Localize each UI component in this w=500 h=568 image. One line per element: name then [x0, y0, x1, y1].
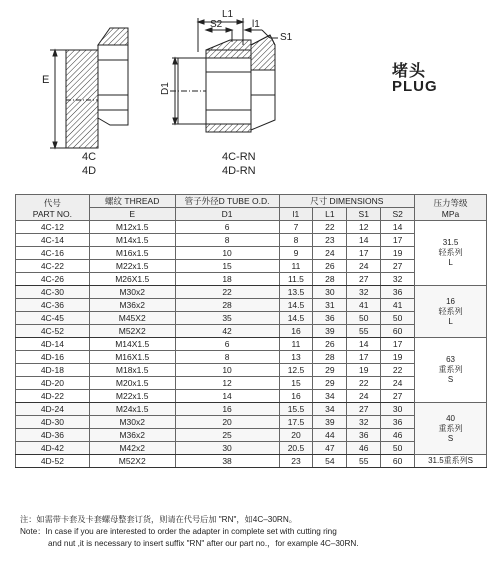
cell-L1: 24 — [313, 247, 347, 260]
cell-part-no: 4C-12 — [16, 221, 90, 234]
pressure-value: 63 — [446, 355, 455, 364]
header-dimensions: 尺寸 DIMENSIONS — [279, 195, 415, 208]
cell-thread: M22x1.5 — [89, 260, 175, 273]
cell-pressure-group — [415, 403, 487, 455]
table-group-4c-light-16 — [16, 286, 487, 338]
cell-S1: 19 — [347, 364, 381, 377]
cell-S1: 12 — [347, 221, 381, 234]
cell-part-no: 4D-42 — [16, 442, 90, 455]
cell-S2: 24 — [381, 377, 415, 390]
caption-4d-rn: 4D-RN — [222, 165, 256, 177]
dim-s1-label: S1 — [280, 32, 293, 43]
cell-S2: 36 — [381, 416, 415, 429]
note-en-line1: Note：In case if you are interested to order the adapter in complete set with cutting ring — [20, 527, 337, 536]
cell-tube-od: 10 — [175, 247, 279, 260]
cell-thread: M24x1.5 — [89, 403, 175, 416]
cell-l1: 9 — [279, 247, 313, 260]
pressure-series-code: L — [448, 316, 453, 326]
cell-tube-od: 15 — [175, 260, 279, 273]
cell-S2: 60 — [381, 455, 415, 468]
cell-part-no: 4D-24 — [16, 403, 90, 416]
table-row — [16, 286, 487, 299]
cell-part-no: 4C-30 — [16, 286, 90, 299]
pressure-value: 40 — [446, 413, 455, 423]
cell-S1: 46 — [347, 442, 381, 455]
header-dim-S2: S2 — [381, 208, 415, 221]
cell-part-no: 4C-22 — [16, 260, 90, 273]
cell-tube-od: 35 — [175, 312, 279, 325]
cell-L1: 28 — [313, 273, 347, 286]
cell-S1: 41 — [347, 299, 381, 312]
dim-l1-upper-label: L1 — [222, 9, 234, 20]
cell-L1: 34 — [313, 403, 347, 416]
cell-S2: 36 — [381, 286, 415, 299]
cell-L1: 28 — [313, 351, 347, 364]
pressure-series-cn: 轻系列 — [438, 248, 463, 257]
cell-part-no: 4D-14 — [16, 338, 90, 351]
cell-L1: 29 — [313, 364, 347, 377]
header-dim-L1: L1 — [313, 208, 347, 221]
cell-l1: 13 — [279, 351, 313, 364]
cell-thread: M14x1.5 — [89, 234, 175, 247]
caption-4d: 4D — [82, 165, 97, 177]
cell-thread: M30x2 — [89, 286, 175, 299]
header-part-no-en: PART NO. — [32, 208, 72, 219]
product-title-cn: 堵头 — [392, 63, 427, 80]
cell-tube-od: 20 — [175, 416, 279, 429]
dim-s2-label: S2 — [210, 19, 223, 30]
cell-part-no: 4C-16 — [16, 247, 90, 260]
header-tube-sub: D1 — [175, 208, 279, 221]
cell-S1: 22 — [347, 377, 381, 390]
cell-tube-od: 6 — [175, 338, 279, 351]
cell-tube-od: 6 — [175, 221, 279, 234]
cell-l1: 11 — [279, 260, 313, 273]
header-part-no — [16, 195, 90, 221]
cell-L1: 29 — [313, 377, 347, 390]
cell-S1: 24 — [347, 390, 381, 403]
header-dim-l1: l1 — [279, 208, 313, 221]
pressure-series-code: S — [447, 375, 454, 384]
cell-L1: 39 — [313, 325, 347, 338]
cell-thread: M45X2 — [89, 312, 175, 325]
pressure-series-code: L — [448, 258, 453, 267]
pressure-series-code: S — [447, 433, 454, 443]
header-pressure-cn: 压力等级 — [433, 197, 468, 208]
cell-tube-od: 14 — [175, 390, 279, 403]
cell-L1: 44 — [313, 429, 347, 442]
plug-4c-drawing — [50, 28, 128, 148]
cell-tube-od: 38 — [175, 455, 279, 468]
cell-part-no: 4D-52 — [16, 455, 90, 468]
cell-part-no: 4D-20 — [16, 377, 90, 390]
spec-table-header — [16, 195, 487, 221]
cell-thread: M22x1.5 — [89, 390, 175, 403]
cell-S1: 27 — [347, 403, 381, 416]
cell-S1: 24 — [347, 260, 381, 273]
cell-S1: 36 — [347, 429, 381, 442]
cell-tube-od: 16 — [175, 403, 279, 416]
cell-thread: M36x2 — [89, 429, 175, 442]
cell-l1: 8 — [279, 234, 313, 247]
pressure-series-cn: 重系列 — [438, 365, 463, 374]
cell-S1: 50 — [347, 312, 381, 325]
cell-L1: 31 — [313, 299, 347, 312]
table-group-4c-light-31-5 — [16, 221, 487, 286]
cell-pressure-group — [415, 338, 487, 403]
cell-l1: 16 — [279, 325, 313, 338]
cell-thread: M36x2 — [89, 299, 175, 312]
cell-S2: 32 — [381, 273, 415, 286]
cell-thread: M12x1.5 — [89, 221, 175, 234]
cell-l1: 7 — [279, 221, 313, 234]
cell-pressure-group — [415, 286, 487, 338]
cell-S1: 14 — [347, 234, 381, 247]
cell-tube-od: 42 — [175, 325, 279, 338]
cell-tube-od: 10 — [175, 364, 279, 377]
cell-tube-od: 25 — [175, 429, 279, 442]
cell-S2: 17 — [381, 234, 415, 247]
cell-part-no: 4D-18 — [16, 364, 90, 377]
pressure-value: 16 — [446, 296, 455, 306]
note-en-line2: and nut ,it is necessary to insert suffix "RN" after our part no.，for example 4C–30RN. — [48, 539, 359, 548]
cell-l1: 23 — [279, 455, 313, 468]
header-part-no-cn: 代号 — [43, 197, 61, 208]
cell-part-no: 4D-30 — [16, 416, 90, 429]
table-row — [16, 338, 487, 351]
cell-S2: 30 — [381, 403, 415, 416]
header-thread: 螺纹 THREAD — [89, 195, 175, 208]
cell-thread: M14X1.5 — [89, 338, 175, 351]
cell-thread: M52X2 — [89, 455, 175, 468]
cell-S2: 17 — [381, 338, 415, 351]
cell-thread: M26X1.5 — [89, 273, 175, 286]
table-row — [16, 403, 487, 416]
cell-l1: 20.5 — [279, 442, 313, 455]
cell-thread: M16X1.5 — [89, 351, 175, 364]
cell-S2: 27 — [381, 390, 415, 403]
header-thread-sub: E — [89, 208, 175, 221]
cell-tube-od: 18 — [175, 273, 279, 286]
cell-thread: M42x2 — [89, 442, 175, 455]
cell-thread: M30x2 — [89, 416, 175, 429]
cell-S1: 55 — [347, 455, 381, 468]
product-title-en: PLUG — [392, 78, 438, 95]
cell-pressure-inline: 31.5重系列S — [415, 455, 487, 468]
pressure-series-cn: 轻系列 — [438, 306, 463, 316]
cell-S1: 32 — [347, 286, 381, 299]
cell-l1: 16 — [279, 390, 313, 403]
cell-part-no: 4C-14 — [16, 234, 90, 247]
cell-S2: 50 — [381, 442, 415, 455]
cell-tube-od: 12 — [175, 377, 279, 390]
pressure-series-cn: 重系列 — [438, 423, 463, 433]
cell-pressure-group — [415, 221, 487, 286]
cell-tube-od: 28 — [175, 299, 279, 312]
cell-thread: M18x1.5 — [89, 364, 175, 377]
note-cn: 注：如需带卡套及卡套螺母整套订货，则请在代号后加 "RN"，如4C–30RN。 — [20, 515, 297, 524]
cell-part-no: 4C-52 — [16, 325, 90, 338]
cell-L1: 54 — [313, 455, 347, 468]
cell-S1: 55 — [347, 325, 381, 338]
table-group-4d-heavy-40 — [16, 403, 487, 455]
pressure-value: 31.5 — [442, 238, 459, 247]
cell-S1: 17 — [347, 247, 381, 260]
cell-L1: 22 — [313, 221, 347, 234]
cell-S2: 22 — [381, 364, 415, 377]
cell-thread: M52X2 — [89, 325, 175, 338]
cell-part-no: 4D-22 — [16, 390, 90, 403]
cell-S2: 27 — [381, 260, 415, 273]
cell-l1: 17.5 — [279, 416, 313, 429]
cell-S2: 50 — [381, 312, 415, 325]
cell-L1: 47 — [313, 442, 347, 455]
cell-part-no: 4D-36 — [16, 429, 90, 442]
cell-L1: 34 — [313, 390, 347, 403]
cell-S2: 41 — [381, 299, 415, 312]
cell-L1: 26 — [313, 338, 347, 351]
cell-tube-od: 30 — [175, 442, 279, 455]
drawings-area — [0, 0, 500, 190]
dim-d1-label: D1 — [160, 82, 171, 95]
caption-4c-rn: 4C-RN — [222, 151, 256, 163]
cell-tube-od: 8 — [175, 351, 279, 364]
table-group-4d-heavy-31-5 — [16, 455, 487, 468]
cell-l1: 11 — [279, 338, 313, 351]
cell-S1: 14 — [347, 338, 381, 351]
cell-part-no: 4C-45 — [16, 312, 90, 325]
cell-L1: 36 — [313, 312, 347, 325]
cell-l1: 12.5 — [279, 364, 313, 377]
table-row — [16, 221, 487, 234]
cell-l1: 13.5 — [279, 286, 313, 299]
cell-tube-od: 22 — [175, 286, 279, 299]
cell-l1: 15 — [279, 377, 313, 390]
header-dim-S1: S1 — [347, 208, 381, 221]
cell-L1: 23 — [313, 234, 347, 247]
cell-L1: 30 — [313, 286, 347, 299]
dim-l1-lower-label: l1 — [252, 19, 260, 30]
header-pressure-unit: MPa — [441, 208, 460, 219]
cell-L1: 26 — [313, 260, 347, 273]
cell-L1: 39 — [313, 416, 347, 429]
caption-4c: 4C — [82, 151, 97, 163]
cell-part-no: 4D-16 — [16, 351, 90, 364]
cell-tube-od: 8 — [175, 234, 279, 247]
cell-l1: 14.5 — [279, 312, 313, 325]
ordering-note — [20, 514, 490, 550]
spec-table — [15, 194, 487, 468]
cell-l1: 14.5 — [279, 299, 313, 312]
header-pressure — [415, 195, 487, 221]
cell-thread: M20x1.5 — [89, 377, 175, 390]
dim-e-label: E — [42, 74, 50, 86]
cell-S2: 19 — [381, 247, 415, 260]
cell-S2: 46 — [381, 429, 415, 442]
header-tube: 管子外径D TUBE O.D. — [175, 195, 279, 208]
table-group-4d-heavy-63 — [16, 338, 487, 403]
table-row — [16, 455, 487, 468]
cell-thread: M16x1.5 — [89, 247, 175, 260]
plug-4c-rn-drawing — [170, 18, 278, 132]
cell-S1: 27 — [347, 273, 381, 286]
cell-S2: 14 — [381, 221, 415, 234]
cell-S1: 17 — [347, 351, 381, 364]
cell-S2: 19 — [381, 351, 415, 364]
cell-l1: 20 — [279, 429, 313, 442]
cell-S2: 60 — [381, 325, 415, 338]
cell-l1: 15.5 — [279, 403, 313, 416]
cell-S1: 32 — [347, 416, 381, 429]
cell-l1: 11.5 — [279, 273, 313, 286]
cell-part-no: 4C-26 — [16, 273, 90, 286]
cell-part-no: 4C-36 — [16, 299, 90, 312]
